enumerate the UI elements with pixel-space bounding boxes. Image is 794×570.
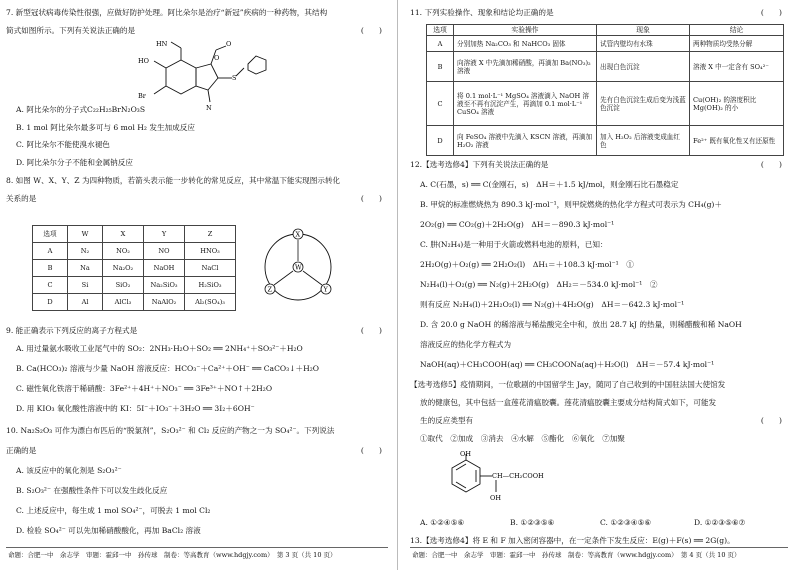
q12b-struct-oh2: OH bbox=[490, 494, 501, 502]
q11-table bbox=[426, 24, 784, 156]
q10-option-d: D. 检验 SO₄²⁻ 可以先加稀硝酸酸化，再加 BaCl₂ 溶液 bbox=[16, 526, 201, 535]
q12-option-c-line3: N₂H₄(l)＋O₂(g) ══ N₂(g)＋2H₂O(g) ΔH₂＝－534.0 kJ·mol⁻¹ ② bbox=[420, 280, 658, 289]
q9-answer-paren: ( ) bbox=[360, 326, 382, 335]
q7-struct-n: N bbox=[206, 104, 212, 112]
q7-struct-ho: HO bbox=[138, 57, 149, 65]
table-cell: B bbox=[33, 260, 68, 277]
q7-option-b: B. 1 mol 阿比朵尔最多可与 6 mol H₂ 发生加成反应 bbox=[16, 123, 195, 132]
table-cell: A bbox=[33, 243, 68, 260]
q11-stem: 11. 下列实验操作、现象和结论均正确的是 bbox=[410, 8, 554, 17]
table-cell: SiO₂ bbox=[103, 277, 144, 294]
q7-stem-line1: 7. 新型冠状病毒传染性很强，应做好防护处理。阿比朵尔是治疗“新冠”疾病的一种药物，其结构 bbox=[6, 8, 328, 17]
table-cell: 先有白色沉淀生成后变为浅蓝色沉淀 bbox=[597, 82, 690, 126]
q13-stem: 13.【选考选修4】将 E 和 F 加入密闭容器中，在一定条件下发生反应：E(g)＋F(s) ══ 2G(g)。 bbox=[410, 536, 735, 545]
q12-option-a: A. C(石墨，s) ══ C(金刚石，s) ΔH＝＋1.5 kJ/mol，则金刚石比石墨稳定 bbox=[420, 180, 679, 189]
q8-th-z: Z bbox=[185, 226, 236, 243]
table-row bbox=[427, 36, 784, 52]
q8-stem-line1: 8. 如图 W、X、Y、Z 为四种物质，若箭头表示能一步转化的常见反应，其中常温下能实现图示转化 bbox=[6, 176, 341, 185]
q12b-answer-paren: ( ) bbox=[760, 416, 782, 425]
q7-option-c: C. 阿比朵尔不能使溴水褪色 bbox=[16, 140, 110, 149]
table-cell: D bbox=[427, 126, 454, 156]
table-cell: Na₂SiO₃ bbox=[144, 277, 185, 294]
q11-answer-paren: ( ) bbox=[760, 8, 782, 17]
q8-th-w: W bbox=[68, 226, 103, 243]
table-row bbox=[427, 82, 784, 126]
table-row bbox=[427, 52, 784, 82]
table-cell: Al₂(SO₄)₃ bbox=[185, 294, 236, 311]
q10-answer-paren: ( ) bbox=[360, 446, 382, 455]
q9-option-b: B. Ca(HCO₃)₂ 溶液与少量 NaOH 溶液反应：HCO₃⁻＋Ca²⁺＋OH⁻ ══ CaCO₃↓＋H₂O bbox=[16, 364, 319, 373]
q12-option-d-line2: 溶液反应的热化学方程式为 bbox=[420, 340, 512, 349]
q10-option-a: A. 该反应中的氧化剂是 S₂O₃²⁻ bbox=[16, 466, 122, 475]
q12-option-b-line2: 2O₂(g) ══ CO₂(g)＋2H₂O(g) ΔH＝－890.3 kJ·mol⁻¹ bbox=[420, 220, 615, 229]
q8-node-y: Y bbox=[323, 285, 328, 294]
right-footer: 命题：合肥一中 余志学 审题：霍邱一中 孙传球 制卷：等高教育（www.hdgjy.com） 第 4 页（共 10 页） bbox=[412, 551, 741, 559]
table-cell: Fe²⁺ 既有氧化性又有还原性 bbox=[690, 126, 784, 156]
q9-option-d: D. 用 KIO₃ 氧化酸性溶液中的 KI：5I⁻＋IO₃⁻＋3H₂O ══ 3I₂＋6OH⁻ bbox=[16, 404, 255, 413]
table-cell: NaAlO₂ bbox=[144, 294, 185, 311]
table-cell: Si bbox=[68, 277, 103, 294]
table-cell: NO bbox=[144, 243, 185, 260]
table-cell: Cu(OH)₂ 的溶度积比 Mg(OH)₂ 的小 bbox=[690, 82, 784, 126]
q11-header-row bbox=[427, 25, 784, 36]
table-cell: Na₂O₂ bbox=[103, 260, 144, 277]
table-cell: HNO₃ bbox=[185, 243, 236, 260]
q7-arbidol-structure bbox=[126, 38, 286, 118]
q8-table-wrap bbox=[32, 225, 236, 311]
left-footer-rule bbox=[6, 547, 388, 548]
q12-stem: 12.【选考选修4】下列有关说法正确的是 bbox=[410, 160, 549, 169]
q7-option-d: D. 阿比朵尔分子不能和金属钠反应 bbox=[16, 158, 133, 167]
q8-header-row bbox=[33, 226, 236, 243]
table-cell: N₂ bbox=[68, 243, 103, 260]
table-cell: C bbox=[427, 82, 454, 126]
q7-struct-hn: HN bbox=[156, 40, 168, 48]
table-row bbox=[33, 277, 236, 294]
table-cell: 现象 bbox=[597, 25, 690, 36]
q7-stem-line2: 简式如图所示。下列有关说法正确的是 bbox=[6, 26, 136, 35]
table-cell: 结论 bbox=[690, 25, 784, 36]
q7-struct-o: O bbox=[226, 40, 232, 48]
table-cell: 加入 H₂O₂ 后溶液变成血红色 bbox=[597, 126, 690, 156]
q8-th-x: X bbox=[103, 226, 144, 243]
q7-struct-o2: O bbox=[214, 54, 220, 62]
table-cell: 将 0.1 mol·L⁻¹ MgSO₄ 溶液滴入 NaOH 溶液至不再有沉淀产生，再滴加 0.1 mol·L⁻¹ CuSO₄ 溶液 bbox=[454, 82, 597, 126]
table-cell: Al bbox=[68, 294, 103, 311]
q8-answer-paren: ( ) bbox=[360, 194, 382, 203]
table-cell: 两种物质均受热分解 bbox=[690, 36, 784, 52]
table-cell: 分别加热 Na₂CO₃ 和 NaHCO₃ 固体 bbox=[454, 36, 597, 52]
q8-node-z: Z bbox=[267, 285, 273, 294]
q12b-reaction-types: ①取代 ②加成 ③消去 ④水解 ⑤酯化 ⑥氧化 ⑦加聚 bbox=[420, 434, 626, 443]
q12-option-b-line1: B. 甲烷的标准燃烧热为 890.3 kJ·mol⁻¹，则甲烷燃烧的热化学方程式可表示为 CH₄(g)＋ bbox=[420, 200, 722, 209]
q12b-structure bbox=[432, 450, 592, 514]
q12b-stem-line1: 【选考选修5】疫情期间，一位歌剧的中国留学生 Jay，随同了自己收到的中国驻法国大使馆发 bbox=[410, 380, 726, 389]
q9-stem: 9. 能正确表示下列反应的离子方程式是 bbox=[6, 326, 138, 335]
q12-answer-paren: ( ) bbox=[760, 160, 782, 169]
table-cell: 选项 bbox=[427, 25, 454, 36]
q10-option-c: C. 上述反应中，每生成 1 mol SO₄²⁻，可脱去 1 mol Cl₂ bbox=[16, 506, 211, 515]
q12b-struct-oh1: OH bbox=[460, 450, 471, 458]
q7-struct-br: Br bbox=[138, 92, 146, 100]
table-cell: 溶液 X 中一定含有 SO₄²⁻ bbox=[690, 52, 784, 82]
q12-option-c-line1: C. 肼(N₂H₄)是一种用于火箭或燃料电池的原料，已知： bbox=[420, 240, 608, 249]
table-cell: C bbox=[33, 277, 68, 294]
q12-option-d-line1: D. 含 20.0 g NaOH 的稀溶液与稀盐酸完全中和，放出 28.7 kJ 的热量，则稀醋酸和稀 NaOH bbox=[420, 320, 742, 329]
q10-stem-line2: 正确的是 bbox=[6, 446, 37, 455]
q7-answer-paren: ( ) bbox=[360, 26, 382, 35]
q12b-option-b: B. ①②③⑤⑥ bbox=[510, 518, 555, 527]
q12b-stem-line3: 生的反应类型有 bbox=[420, 416, 474, 425]
q12b-struct-chain: CH—CH₂COOH bbox=[492, 472, 544, 480]
table-cell: Na bbox=[68, 260, 103, 277]
table-row bbox=[33, 260, 236, 277]
right-footer-rule bbox=[410, 547, 788, 548]
q8-node-x: X bbox=[295, 230, 301, 239]
q10-stem-line1: 10. Na₂S₂O₃ 可作为漂白布匹后的“脱氯剂”，S₂O₃²⁻ 和 Cl₂ 反应的产物之一为 SO₄²⁻。下列说法 bbox=[6, 426, 335, 435]
table-row bbox=[427, 126, 784, 156]
left-footer: 命题：合肥一中 余志学 审题：霍邱一中 孙传球 制卷：等高教育（www.hdgjy.com） 第 3 页（共 10 页） bbox=[8, 551, 337, 559]
q12b-option-c: C. ①②③④⑤⑥ bbox=[600, 518, 652, 527]
q9-option-a: A. 用过量氨水吸收工业尾气中的 SO₂：2NH₃·H₂O＋SO₂ ══ 2NH₄⁺＋SO₃²⁻＋H₂O bbox=[16, 344, 303, 353]
table-row bbox=[33, 243, 236, 260]
table-cell: NO₂ bbox=[103, 243, 144, 260]
table-cell: AlCl₃ bbox=[103, 294, 144, 311]
table-cell: B bbox=[427, 52, 454, 82]
table-cell: NaCl bbox=[185, 260, 236, 277]
table-cell: D bbox=[33, 294, 68, 311]
q8-table bbox=[32, 225, 236, 311]
table-cell: 向溶液 X 中先滴加稀硝酸，再滴加 Ba(NO₃)₂ 溶液 bbox=[454, 52, 597, 82]
table-cell: 出现白色沉淀 bbox=[597, 52, 690, 82]
table-cell: 试管内壁均有水珠 bbox=[597, 36, 690, 52]
q12-option-c-line4: 则有反应 N₂H₄(l)＋2H₂O₂(l) ══ N₂(g)＋4H₂O(g) ΔH＝－642.3 kJ·mol⁻¹ bbox=[420, 300, 685, 309]
table-cell: NaOH bbox=[144, 260, 185, 277]
table-cell: 实验操作 bbox=[454, 25, 597, 36]
q10-option-b: B. S₂O₃²⁻ 在强酸性条件下可以发生歧化反应 bbox=[16, 486, 168, 495]
q8-stem-line2: 关系的是 bbox=[6, 194, 37, 203]
table-cell: H₂SiO₃ bbox=[185, 277, 236, 294]
q8-th-option: 选项 bbox=[33, 226, 68, 243]
q7-option-a: A. 阿比朵尔的分子式C₂₂H₂₅BrN₂O₃S bbox=[16, 105, 146, 114]
q8-conversion-diagram bbox=[258, 225, 338, 307]
q12b-option-a: A. ①②④⑤⑥ bbox=[420, 518, 465, 527]
table-row bbox=[33, 294, 236, 311]
q11-table-wrap bbox=[426, 24, 784, 156]
q8-node-w: W bbox=[295, 263, 302, 272]
q9-option-c: C. 磁性氧化铁溶于稀硝酸：3Fe²⁺＋4H⁺＋NO₃⁻ ══ 3Fe³⁺＋NO↑＋2H₂O bbox=[16, 384, 273, 393]
q12-option-d-line3: NaOH(aq)＋CH₃COOH(aq) ══ CH₃COONa(aq)＋H₂O(l) ΔH＝－57.4 kJ·mol⁻¹ bbox=[420, 360, 715, 369]
q12-option-c-line2: 2H₂O(g)＋O₂(g) ══ 2H₂O₂(l) ΔH₁＝＋108.3 kJ·mol⁻¹ ① bbox=[420, 260, 634, 269]
q12b-stem-line2: 放的健康包，其中包括一盒莲花清瘟胶囊。莲花清瘟胶囊主要成分结构简式如下，可能发 bbox=[420, 398, 717, 407]
q8-th-y: Y bbox=[144, 226, 185, 243]
q12b-option-d: D. ①②③⑤⑥⑦ bbox=[694, 518, 746, 527]
q7-struct-s: S bbox=[232, 74, 237, 82]
table-cell: A bbox=[427, 36, 454, 52]
page-divider bbox=[397, 0, 398, 570]
table-cell: 向 FeSO₄ 溶液中先滴入 KSCN 溶液，再滴加 H₂O₂ 溶液 bbox=[454, 126, 597, 156]
